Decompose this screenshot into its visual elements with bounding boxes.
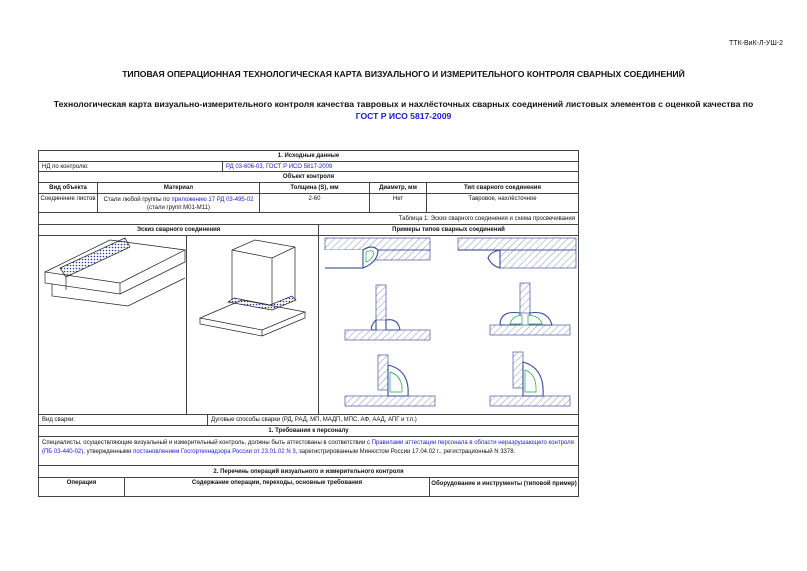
double-fillet-tee-icon [490,283,570,335]
doc-code: ТТК-ВиК-Л-УШ-2 [729,40,783,47]
col-joint-type: Тип сварного соединения [426,182,579,194]
tee-joint-icon [345,285,430,340]
lap-joint-icon-1 [325,238,430,268]
corner-tee-icon-1 [345,355,435,406]
cell-object: Соединение листов [38,193,98,213]
tee-weld-sketch-icon [45,238,185,306]
nd-label: НД по контролю: [38,161,223,172]
col-content: Содержание операции, переходы, основные требования [124,477,430,497]
tee-weld-3d-sketch-icon [200,240,305,336]
personnel-title: 1. Требования к персоналу [38,425,579,437]
cell-joint-type: Тавровое, нахлёсточное [426,193,579,213]
col-thickness: Толщина (S), мм [259,182,370,194]
table-caption: Таблица 1: Эскиз сварного соединения и схема просвечивания [38,212,579,225]
col-diameter: Диаметр, мм [369,182,427,194]
sketch-header: Эскиз сварного соединения [38,224,319,236]
object-title: Объект контроля [38,171,579,183]
gost-link[interactable]: ГОСТ Р ИСО 5817-2009 [355,111,452,121]
nd-link[interactable]: РД 03-606-03, ГОСТ Р ИСО 5817-2009 [226,163,333,170]
personnel-text-2: , утвержденными [83,449,132,455]
material-post: (стали групп М01-М11) [146,205,211,211]
personnel-link-1[interactable]: Правилами аттестации персонала в области неразрушающего контроля (ПБ 03-440-02) [42,440,574,455]
col-equipment: Оборудование и инструменты (типовой пример) [429,477,579,497]
personnel-text-1: Специалисты, осуществляющие визуальный и измерительный контроль, должны быть аттестованы в соответствии с [42,440,370,446]
personnel-text [38,436,579,466]
personnel-text-3: , зарегистрированным Минюстом России 17.04.02 г., регистрационный N 3378. [295,449,516,455]
cell-thickness: 2-60 [259,193,370,213]
personnel-link-2[interactable]: постановлением Госгортехнадзора России от 23.01.02 N 3 [133,449,296,455]
section1-title: 1. Исходные данные [38,150,579,162]
col-material: Материал [97,182,260,194]
welding-value: Дуговые способы сварки (РД, РАД, МП, МАДП, МПС, АФ, ААД, АПГ и т.п.) [207,414,579,426]
examples-header: Примеры типов сварных соединений [318,224,579,236]
cell-diameter: Нет [369,193,427,213]
col-object: Вид объекта [38,182,98,194]
main-title: ТИПОВАЯ ОПЕРАЦИОННАЯ ТЕХНОЛОГИЧЕСКАЯ КАРТА ВИЗУАЛЬНОГО И ИЗМЕРИТЕЛЬНОГО КОНТРОЛЯ СВАРНЫХ СОЕДИНЕНИЙ [122,69,685,79]
section2-title: 2. Перечень операций визуального и измерительного контроля [38,465,579,478]
col-operation: Операция [38,477,125,497]
corner-tee-icon-2 [490,352,570,406]
subtitle-text: Технологическая карта визуально-измерительного контроля качества тавровых и нахлёсточных сварных соединений листовых элементов с оценкой качества по [53,99,754,109]
material-link[interactable]: приложению 17 РД 03-495-02 [171,197,254,203]
lap-joint-icon-2 [458,238,576,268]
welding-label: Вид сварки: [38,414,208,426]
material-pre: Стали любой группы по [103,197,170,203]
